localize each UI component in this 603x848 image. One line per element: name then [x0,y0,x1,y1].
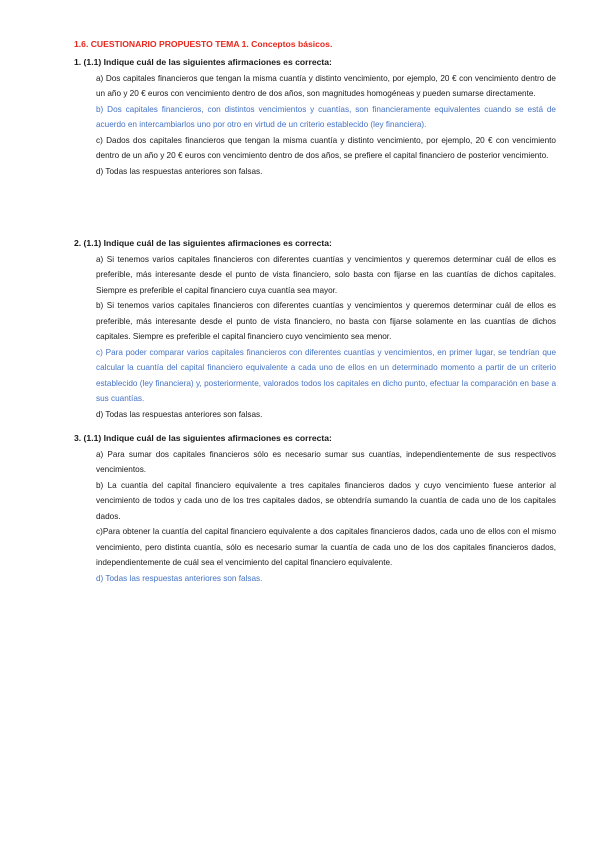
option-d: d) Todas las respuestas anteriores son falsas. [96,409,263,419]
option-b: b) Dos capitales financieros, con distintos vencimientos y cuantías, son financieramente equivalentes cuando se está de acuerdo en intercambiarlos uno por otro en virtud de un criterio establecido (ley financiera). [96,104,556,129]
question-3 [74,431,556,586]
option-d: d) Todas las respuestas anteriores son falsas. [96,573,263,583]
option-a: a) Dos capitales financieros que tengan la misma cuantía y distinto vencimiento, por ejemplo, 20 € con vencimiento dentro de un año y 20 € euros con vencimiento dentro de dos años, son magnitudes homogéneas y pueden sumarse directamente. [96,73,556,98]
option-c: c) Dados dos capitales financieros que tengan la misma cuantía y distinto vencimiento, por ejemplo, 20 € con vencimiento dentro de un año y 20 € euros con vencimiento dentro de dos años, se prefiere el capital financiero de posterior vencimiento. [96,135,556,160]
question-2 [74,236,556,422]
option-d: d) Todas las respuestas anteriores son falsas. [96,166,263,176]
question-1 [74,55,556,179]
option-b: b) La cuantía del capital financiero equivalente a tres capitales financieros dados y cuyo vencimiento fuese anterior al vencimiento de todos y cada uno de los tres capitales dados, se obtendría sumando la cuantía de cada uno de los capitales dados. [96,480,556,521]
question-heading: 2. (1.1) Indique cuál de las siguientes afirmaciones es correcta: [74,238,332,248]
question-heading: 1. (1.1) Indique cuál de las siguientes afirmaciones es correcta: [74,57,332,67]
option-c: c)Para obtener la cuantía del capital financiero equivalente a dos capitales financieros dados, cada uno de ellos con el mismo vencimiento, pero distinta cuantía, sólo es necesario sumar la cuantía de cada uno de los dos capitales financieros dados, independientemente de cuál sea el vencimiento del capital financiero equivalente. [96,527,556,567]
section-title: 1.6. CUESTIONARIO PROPUESTO TEMA 1. Conceptos básicos. [74,39,333,49]
option-a: a) Para sumar dos capitales financieros sólo es necesario sumar sus cuantías, independientemente de sus respectivos vencimientos. [96,449,556,474]
option-b: b) Si tenemos varios capitales financieros con diferentes cuantías y vencimientos y queremos determinar cuál de ellos es preferible, más interesante desde el punto de vista financiero, no basta con fijarse solamente en las cuantías de dichos capitales. Siempre es preferible el capital financiero cuyo vencimiento sea menor. [96,301,556,341]
option-a: a) Si tenemos varios capitales financieros con diferentes cuantías y vencimientos y queremos determinar cuál de ellos es preferible, más interesante desde el punto de vista financiero, solo basta con fijarse en las cuantías de dichos capitales. Siempre es preferible el capital financiero cuya cuantía sea mayor. [96,254,556,295]
option-c: c) Para poder comparar varios capitales financieros con diferentes cuantías y vencimientos, en primer lugar, se tendrían que calcular la cuantía del capital financiero equivalente a cada uno de ellos en un determinado momento a partir de un criterio establecido (ley financiera) y, posteriormente, valorados todos los capitales en dicho punto, efectuar la comparación en base a sus cuantías. [96,347,556,403]
question-heading: 3. (1.1) Indique cuál de las siguientes afirmaciones es correcta: [74,433,332,443]
